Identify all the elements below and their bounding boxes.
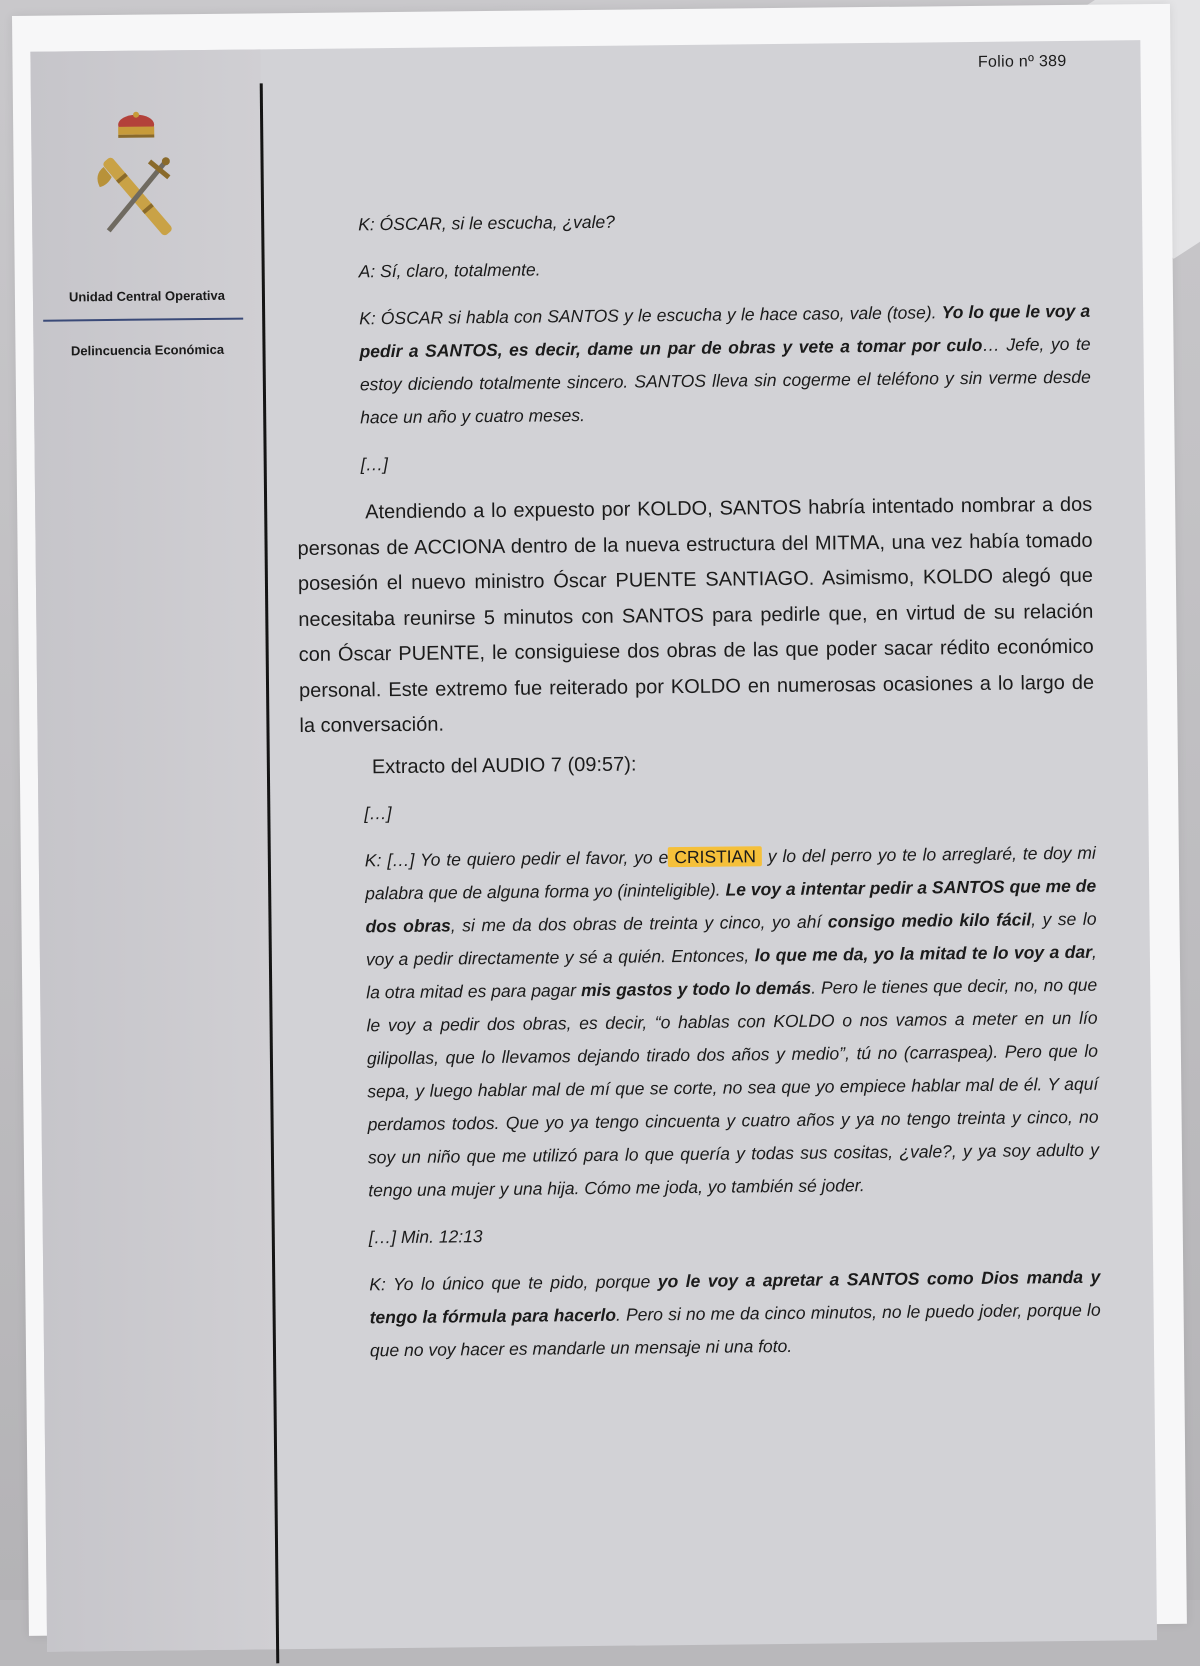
transcript-emphasis: Yo lo que le voy a pedir a SANTOS, es decir, dame un par de obras y vete a tomar por culo <box>359 300 1091 362</box>
transcript-text: K: ÓSCAR si habla con SANTOS y le escucha y le hace caso, vale (tose). <box>359 302 942 329</box>
transcript-line: K: ÓSCAR, si le escucha, ¿vale? <box>358 211 616 235</box>
transcript-line <box>359 295 1091 435</box>
printed-sheet <box>30 40 1157 1652</box>
transcript-text: , la otra mitad es para pagar <box>366 941 1097 1002</box>
transcript-emphasis: mis gastos y todo lo demás <box>580 977 812 1000</box>
transcript-emphasis: lo que me da, yo la mitad te lo voy a dar <box>754 941 1093 965</box>
transcript-text: y lo del perro yo te lo arreglaré, te doy mi palabra que de alguna forma yo (ininteligible). <box>365 842 1096 903</box>
folio-number: Folio nº 389 <box>977 52 1067 71</box>
timestamp-marker: […] Min. 12:13 <box>368 1225 483 1247</box>
transcript-text: . Pero le tienes que decir, no, no que le voy a pedir dos obras, es decir, “o hablas con KOLDO o nos vamos a meter en un lío gilipollas, que lo llevamos dejando tirado dos años y medio”, tú no (carraspea). Pero que lo sepa, y luego hablar mal de mí que se corte, no sea que yo empiece hablar mal de él. Y aquí perdamos todos. Que yo ya tengo cincuenta y cuatro años y ya no tengo treinta y cinco, no soy un niño que me utilizó para lo que quería y todas sus cositas, ¿vale?, y ya soy adulto y tengo una mujer y una hija. Cómo me joda, yo también sé joder. <box>366 974 1100 1200</box>
ellipsis-marker: […] <box>360 454 389 475</box>
unit-subtitle: Delincuencia Económica <box>70 341 225 359</box>
transcript-text: K: Yo lo único que te pido, porque <box>369 1270 658 1294</box>
document-page <box>12 4 1187 1636</box>
transcript-text: . Pero si no me da cinco minutos, no le puedo joder, porque lo que no voy hacer es mandarle un mensaje ni una foto. <box>369 1299 1101 1360</box>
transcript-text: , si me da dos obras de treinta y cinco, yo ahí <box>450 911 828 935</box>
analysis-paragraph: Atendiendo a lo expuesto por KOLDO, SANTOS habría intentado nombrar a dos personas de ACCIONA dentro de la nueva estructura del MITMA, una vez había tomado posesión el nuevo ministro Óscar PUENTE SANTIAGO. Asimismo, KOLDO alegó que necesitaba reunirse 5 minutos con SANTOS para pedirle que, en virtud de su relación con Óscar PUENTE, le consiguiese dos obras de las que poder sacar rédito económico personal. Este extremo fue reiterado por KOLDO en numerosas ocasiones a lo largo de la conversación. <box>297 493 1095 738</box>
guardia-civil-emblem-icon <box>91 110 182 241</box>
transcript-emphasis: yo le voy a apretar a SANTOS como Dios manda y tengo la fórmula para hacerlo <box>369 1266 1101 1327</box>
transcript-line: A: Sí, claro, totalmente. <box>358 259 541 282</box>
transcript-excerpt-2 <box>364 789 1101 1367</box>
transcript-emphasis: Le voy a intentar pedir a SANTOS que me de dos obras <box>365 875 1097 936</box>
transcript-text: , y se lo voy a pedir directamente y sé a quién. Entonces, <box>365 908 1097 969</box>
extract-title: Extracto del AUDIO 7 (09:57): <box>371 753 637 778</box>
transcript-line <box>369 1260 1101 1367</box>
transcript-emphasis: consigo medio kilo fácil <box>827 908 1032 932</box>
highlighted-name: CRISTIAN <box>668 846 762 867</box>
unit-name: Unidad Central Operativa <box>68 287 226 305</box>
transcript-text: … Jefe, yo te estoy diciendo totalmente sincero. SANTOS lleva sin cogerme el teléfono y sin verme desde hace un año y cuatro meses. <box>359 333 1091 428</box>
transcript-text: K: […] Yo te quiero pedir el favor, yo e <box>364 846 669 870</box>
document-body <box>294 201 1101 1382</box>
ellipsis-marker: […] <box>364 802 392 823</box>
transcript-excerpt-1 <box>358 201 1092 482</box>
transcript-line <box>365 836 1100 1207</box>
